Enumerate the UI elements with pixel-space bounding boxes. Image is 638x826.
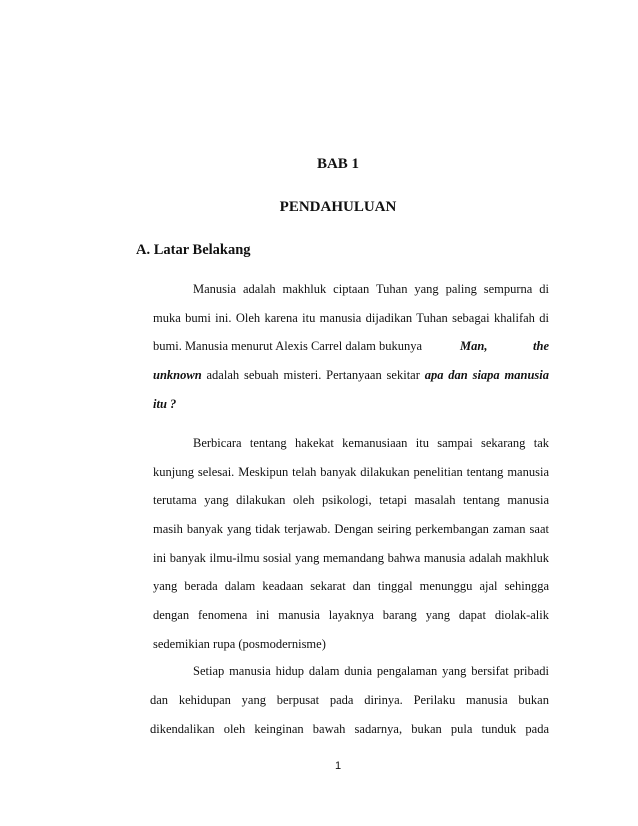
paragraph1-line4 — [153, 369, 549, 382]
chapter-number: BAB 1 — [316, 156, 360, 172]
page-number: 1 — [334, 760, 342, 772]
paragraph3-line3: dikendalikan oleh keinginan bawah sadarnya, bukan pula tunduk pada — [150, 722, 549, 736]
paragraph1-line3-text: bumi. Manusia menurut Alexis Carrel dalam bukunya — [153, 339, 423, 353]
paragraph2-line6: yang berada dalam keadaan sekarat dan tinggal menunggu ajal sehingga — [153, 579, 549, 593]
paragraph2-line2: kunjung selesai. Meskipun telah banyak dilakukan penelitian tentang manusia — [153, 465, 549, 479]
paragraph2-line1: Berbicara tentang hakekat kemanusiaan itu sampai sekarang tak — [193, 436, 549, 450]
paragraph2-line5: ini banyak ilmu-ilmu sosial yang memandang bahwa manusia adalah makhluk — [153, 551, 549, 565]
paragraph1-line1: Manusia adalah makhluk ciptaan Tuhan yang paling sempurna di — [193, 282, 549, 296]
paragraph1-line2: muka bumi ini. Oleh karena itu manusia dijadikan Tuhan sebagai khalifah di — [153, 311, 549, 325]
paragraph3-line2: dan kehidupan yang berpusat pada dirinya. Perilaku manusia bukan — [150, 693, 549, 707]
paragraph1-line3 — [153, 340, 549, 353]
paragraph2-line7: dengan fenomena ini manusia layaknya barang yang dapat diolak-alik — [153, 608, 549, 622]
book-title-part2: unknown — [153, 368, 202, 382]
paragraph1-line5: itu ? — [153, 397, 177, 411]
paragraph3-line1: Setiap manusia hidup dalam dunia pengalaman yang bersifat pribadi — [193, 664, 549, 678]
paragraph1-line4-text: adalah sebuah misteri. Pertanyaan sekitar — [206, 368, 420, 382]
key-question: apa dan siapa manusia — [424, 368, 549, 382]
book-title-part1: Man, the — [460, 339, 549, 353]
paragraph2-line3: terutama yang dilakukan oleh psikologi, tetapi masalah tentang manusia — [153, 493, 549, 507]
paragraph2-line4: masih banyak yang tidak terjawab. Dengan seiring perkembangan zaman saat — [153, 522, 549, 536]
section-heading: A. Latar Belakang — [136, 242, 251, 258]
paragraph2-line8: sedemikian rupa (posmodernisme) — [153, 637, 326, 651]
chapter-title: PENDAHULUAN — [279, 199, 397, 215]
